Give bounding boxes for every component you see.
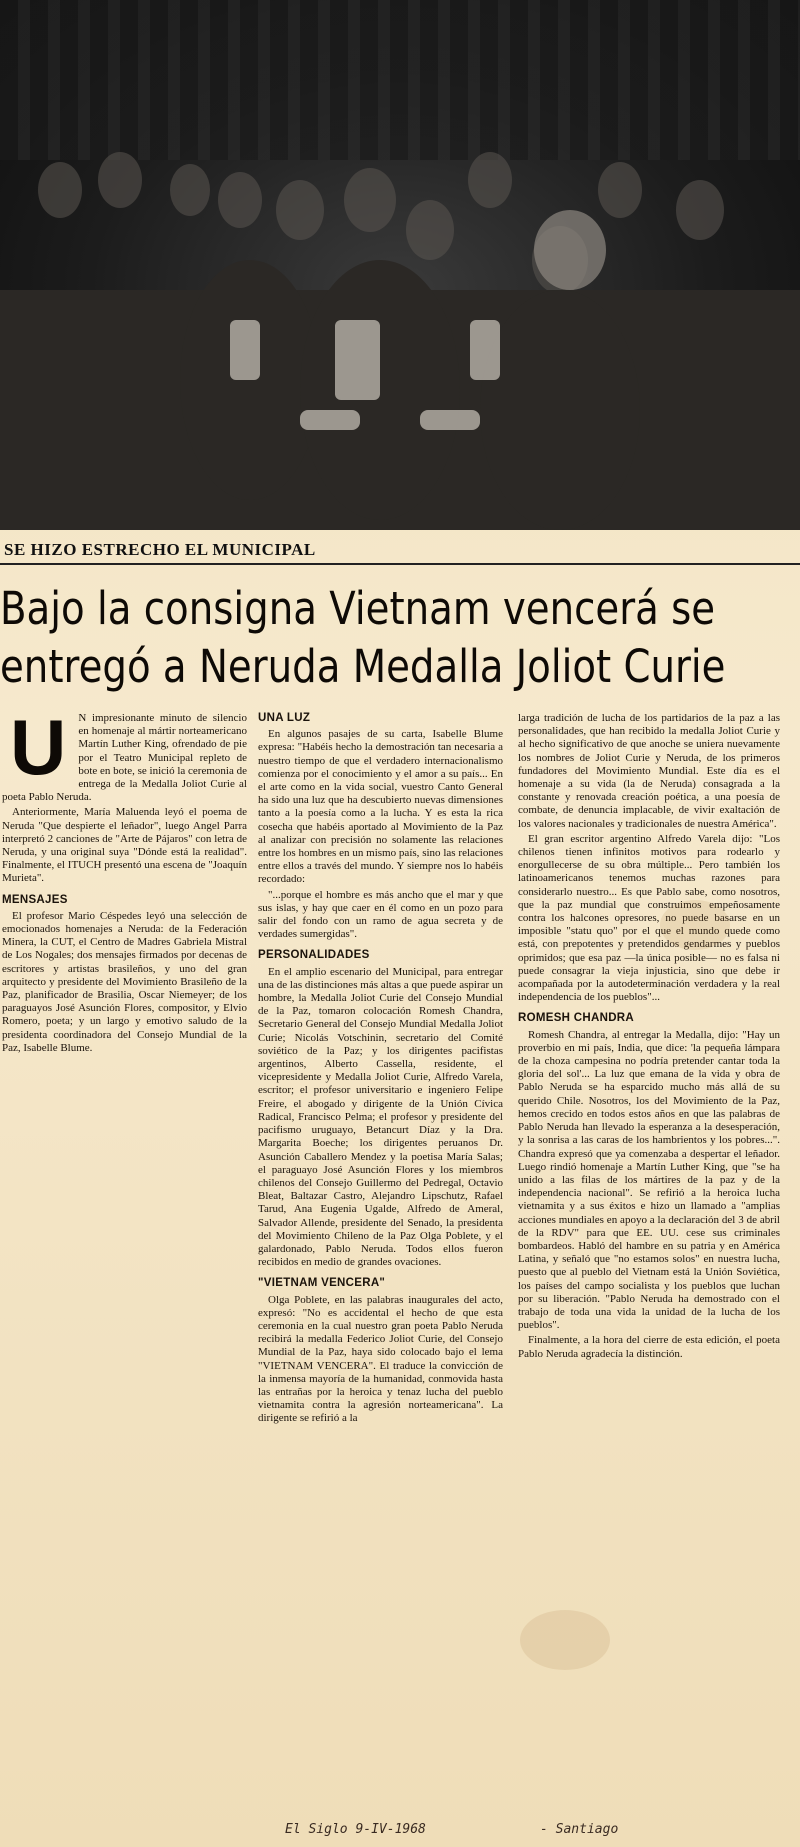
handwritten-place: - Santiago: [540, 1822, 619, 1837]
article-kicker: SE HIZO ESTRECHO EL MUNICIPAL: [0, 540, 800, 565]
subhead-mensajes: MENSAJES: [2, 893, 68, 906]
ceremony-photo: [0, 0, 800, 530]
col2-paragraph-1: En algunos pasajes de su carta, Isabelle Blume expresa: "Habéis hecho la demostración tan necesaria a nuestro tiempo de que el verdadero internacionalismo comienza por el conocimiento y el amor a su país... En el arte como en la vida social, vuestro Canto General ha sido una luz que ha descubierto nuevas dimensiones tanto a la poesía como a la lucha. Y es esta la rica cosecha que habéis aportado al Movimiento de la Paz al analizar con precisión no solamente las relaciones entre los hombres en un mismo país, sino las relaciones entre ellos a través del mundo. Y siempre nos lo habéis recordado:: [258, 728, 503, 886]
col1-paragraph-2: Anteriormente, María Maluenda leyó el poema de Neruda "Que despierte el leñador", luego Angel Parra interpretó 2 canciones de "Arte de Pájaros" con letra de Neruda, y una original suya "Dónde está la realidad". Finalmente, el ITUCH presentó una escena de "Joaquín Murieta".: [2, 806, 247, 885]
subhead-personalidades: PERSONALIDADES: [258, 949, 370, 962]
col2-paragraph-2: "...porque el hombre es más ancho que el mar y que sus islas, y hay que caer en él como en un pozo para salir del fondo con un ramo de agua secreta y de verdades sumergidas".: [258, 888, 503, 941]
col1-paragraph-1: N impresionante minuto de silencio en homenaje al mártir norteamericano Martín Luther King, ofrendado de pie por el Teatro Municipal repleto de bote en bote, se inició la ceremonia de entrega de la Medalla Joliot Curie al poeta Pablo Neruda.: [2, 712, 247, 804]
column-1: [2, 712, 247, 1057]
headline-line-1: Bajo la consigna Vietnam vencerá se: [0, 582, 716, 635]
subhead-vietnam-vencera: "VIETNAM VENCERA": [258, 1277, 386, 1290]
article-body: [0, 712, 800, 1847]
col2-paragraph-3: En el amplio escenario del Municipal, para entregar una de las distinciones más altas a que puede aspirar un hombre, la Medalla Joliot Curie del Consejo Mundial de la Paz, tomaron colocación Romesh Chandra, Secretario General del Consejo Mundial Medalla Joliot Curie; Nicolás Votschinin, secretario del Comité soviético de la Paz; y los dirigentes pacifistas argentinos, Alberto Cassella, residente, el vicepresidente y Medalla Joliot Curie, Alfredo Varela, escritor; el profesor universitario e ingeniero Felipe Freire, el abogado y dirigente de la Unión Cívica Radical, Francisco Pelma; el profesor y presidente del pacifismo uruguayo, Betancurt Díaz y la Dra. Margarita Boeche; los dirigentes peruanos Dr. Asunción Caballero Mendez y la poetisa María Salas; el paraguayo José Asunción Flores y los miembros chilenos del Consejo Guillermo del Pedregal, Octavio Bleat, Baltazar Castro, Alejandro Lipschutz, Rafael Tarud, Ana Eugenia Ugalde, Alfredo de Ameral, Salvador Allende, presidente del Senado, la presidenta del Movimiento Chileno de la Paz Olga Poblete, y el galardonado, Pablo Neruda. Todos ellos fueron recibidos en medio de grandes ovaciones.: [258, 965, 503, 1269]
col3-paragraph-4: Finalmente, a la hora del cierre de esta edición, el poeta Pablo Neruda agradecía la distinción.: [518, 1334, 780, 1360]
column-3: [518, 712, 780, 1363]
opening-paragraph: [2, 712, 247, 806]
photo-background: [0, 0, 800, 160]
col2-paragraph-4: Olga Poblete, en las palabras inaugurales del acto, expresó: "No es accidental el hecho de que esta ceremonia en la cual nuestro gran poeta Pablo Neruda recibirá la medalla Federico Joliot Curie, del Consejo Mundial de la Paz, haya sido colocado bajo el lema "VIETNAM VENCERA". El traduce la convicción de la inmensa mayoría de la humanidad, conmovida hasta las entrañas por la heroica y tenaz lucha del pueblo vietnamita contra la agresión norteamericana". La dirigente se refirió a la: [258, 1293, 503, 1425]
audience-silhouettes: [0, 150, 800, 530]
col3-paragraph-3: Romesh Chandra, al entregar la Medalla, dijo: "Hay un proverbio en mi país, India, que dice: 'la pequeña lámpara de la choza campesina no podría pretender cantar toda la gloria del sol'... La luz que emana de la vida y obra de Pablo Neruda se ha esparcido mucho más allá de su querido Chile. Nosotros, los del Movimiento de la Paz, hemos crecido en todos estos años en que las palabras de Pablo Neruda han llevado la esperanza a la desesperación, y la sonrisa a las caras de los hambrientos y los pobres...". Chandra expresó que ya comenzaba a despertar el leñador. Luego rindió homenaje a Martín Luther King, que "se ha unido a las filas de los mártires de la paz y de la independencia nacional". Se refirió a la heroica lucha vietnamita y a sus éxitos e hizo un llamado a "amplias acciones mundiales en apoyo a la declaración del 3 de abril de la RDV" para que EE. UU. cese sus criminales bombardeos. Habló del hambre en su patria y en América Latina, y señaló que "no estamos solos" en nuestra lucha, puesto que al pueblo del Vietnam está la Unión Soviética, los países del campo socialista y los pueblos que luchan por su liberación. "Pablo Neruda ha demostrado con el trabajo de toda una vida la unidad de la lucha de los pueblos".: [518, 1028, 780, 1332]
column-2: [258, 712, 503, 1428]
paper-stain: [660, 900, 730, 950]
col3-paragraph-1: larga tradición de lucha de los partidarios de la paz a las personalidades, que han recibido la medalla Joliot Curie y al hecho significativo de que anoche se uniera nuevamente los nombres de Joliot Curie y Neruda, de los primeros fundadores del Movimiento Mundial. Este día es el homenaje a su vida (la de Neruda) consagrada a la constante y renovada creación poética, a una poesía de combate, de denuncia implacable, de vivir exaltación de los valores nacionales y tradicionales de nuestra América".: [518, 712, 780, 830]
drop-cap: U: [10, 712, 67, 791]
subhead-romesh-chandra: ROMESH CHANDRA: [518, 1012, 635, 1025]
col3-paragraph-2: El gran escritor argentino Alfredo Varela dijo: "Los chilenos tienen infinitos motivos para rodearlo y enorgullecerse de su obra múltiple... Pero también los latinoamericanos tenemos muchas razones para considerarlo nuestro... Es que Pablo sabe, como nosotros, que la paz mundial que construimos empeñosamente contra los halcones opresores, no puede basarse en un imposible "statu quo" por el que el mundo quede como está, con prepotentes y pretendidos gendarmes y pueblos oprimidos; que esa paz —la única posible— no es falsa ni puede consagrar la vieja injusticia, sino que debe ir acompañada por la autodeterminación verdadera y la real independencia de los pueblos"...: [518, 832, 780, 1004]
paper-stain: [520, 1610, 610, 1670]
article-headline: [0, 580, 726, 696]
handwritten-source-date: El Siglo 9-IV-1968: [285, 1822, 426, 1837]
col1-paragraph-3: El profesor Mario Céspedes leyó una selección de emocionados homenajes a Neruda: de la Federación Minera, la CUT, el Centro de Madres Gabriela Mistral de Los Nogales; dos mensajes firmados por decenas de escritores y artistas brasileños, y uno del gran arquitecto y presidente del Movimiento Brasileño de la Paz, planificador de Brasilia, Oscar Niemeyer; de los paraguayos José Asunción Flores, compositor, y Elvio Romero, poeta; y un largo y emotivo saludo de la presidenta coordinadora del Consejo Mundial de la Paz, Isabelle Blume.: [2, 909, 247, 1054]
subhead-una-luz: UNA LUZ: [258, 712, 311, 724]
headline-line-2: entregó a Neruda Medalla Joliot Curie: [0, 640, 726, 693]
